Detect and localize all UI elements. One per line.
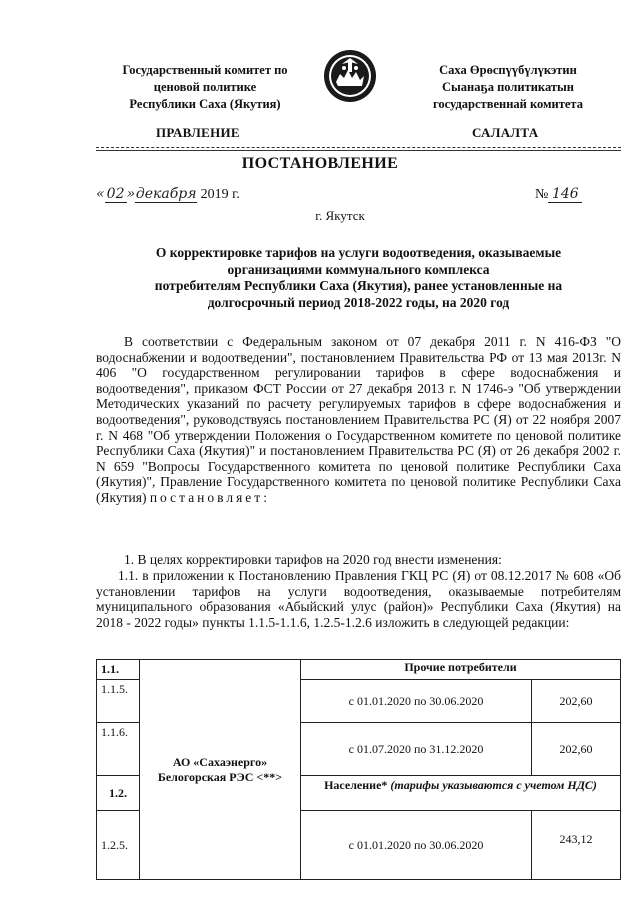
row-number: 1.1.6. — [97, 723, 140, 776]
header-right-line: Саха Өрөспүүбүлүкэтин — [439, 63, 577, 77]
subject-line: потребителям Республики Саха (Якутия), ранее установленные на — [154, 278, 563, 293]
header-right-line: Сыанаҕа политикатын — [442, 80, 574, 94]
department-right: САЛАЛТА — [472, 125, 539, 140]
section-title-note: (тарифы указываются с учетом НДС) — [390, 778, 597, 792]
decree-number — [535, 186, 582, 203]
header-left-org — [100, 62, 310, 113]
section-number: 1.2. — [97, 776, 140, 811]
decree-title: ПОСТАНОВЛЕНИЕ — [241, 155, 399, 172]
tariff-value: 202,60 — [532, 723, 621, 776]
section-title-main: Население* — [324, 778, 388, 792]
resolves-text: постановляет: — [149, 489, 270, 505]
decree-city: г. Якутск — [315, 208, 365, 223]
header-divider-solid — [96, 150, 621, 151]
tariff-value: 243,12 — [532, 811, 621, 880]
item-1-1: 1.1. в приложении к Постановлению Правления ГКЦ РС (Я) от 08.12.2017 № 608 «Об установлении тарифов на услуги водоотведения, оказываемые потребителям муниципального образования «Абыйский улус (район)» Республики Саха (Якутия) на 2018 - 2022 годы» пункты 1.1.5-1.1.6, 1.2.5-1.2.6 изложить в следующей редакции: — [96, 568, 621, 630]
date-month: декабря — [135, 186, 197, 202]
header-left-line: Государственный комитет по — [122, 63, 288, 77]
item-1: 1. В целях корректировки тарифов на 2020 год внести изменения: — [124, 552, 502, 567]
date-open-quote: « — [96, 186, 105, 202]
subject-line: долгосрочный период 2018-2022 годы, на 2020 год — [207, 294, 510, 310]
number-value: 146 — [548, 186, 582, 203]
row-number: 1.1.5. — [97, 680, 140, 723]
section-number: 1.1. — [97, 660, 140, 680]
date-close-quote: » — [126, 186, 136, 202]
header-right-org — [398, 62, 618, 113]
date-day: 02 — [105, 186, 127, 203]
subject-line: О корректировке тарифов на услуги водоотведения, оказываемые — [155, 245, 562, 260]
period-cell: с 01.01.2020 по 30.06.2020 — [301, 680, 532, 723]
header-left-line: Республики Саха (Якутия) — [129, 97, 281, 111]
decree-subject — [96, 245, 621, 311]
header-divider-dashed — [96, 147, 621, 148]
preamble-paragraph — [96, 334, 621, 506]
section-title: Прочие потребители — [301, 660, 621, 680]
section-title — [301, 776, 621, 811]
row-number: 1.2.5. — [97, 811, 140, 880]
coat-of-arms-icon — [322, 48, 378, 104]
tariff-value: 202,60 — [532, 680, 621, 723]
organization-cell: АО «Сахаэнерго» Белогорская РЭС <**> — [140, 660, 301, 880]
table-row — [97, 660, 621, 680]
preamble-text: В соответствии с Федеральным законом от 07 декабря 2011 г. N 416-ФЗ "О водоснабжении и водоотведении", постановлением Правительства РФ от 13 мая 2013г. N 406 "О государственном регулировании тарифов в сфере водоснабжения и водоотведения", приказом ФСТ России от 27 декабря 2013 г. N 1746-э "Об утверждении Методических указаний по расчету регулируемых тарифов в сфере водоснабжения и водоотведения", руководствуясь постановлением Правительства РС (Я) от 22 ноября 2007 г. N 468 "Об утверждении Положения о Государственном комитете по ценовой политике Республики Саха (Якутия)" и постановлением Правительства РС (Я) от 26 декабря 2002 г. N 659 "Вопросы Государственного комитета по ценовой политике Республики Саха (Якутия)", Правление Государственного комитета по ценовой политике Республики Саха (Якутия) — [96, 334, 621, 505]
decree-date — [96, 186, 240, 203]
period-cell: с 01.07.2020 по 31.12.2020 — [301, 723, 532, 776]
tariff-table — [96, 659, 621, 880]
header-right-line: государственнай комитета — [433, 97, 583, 111]
subject-line: организациями коммунального комплекса — [227, 261, 490, 277]
period-cell: с 01.01.2020 по 30.06.2020 — [301, 811, 532, 880]
department-left: ПРАВЛЕНИЕ — [156, 125, 240, 140]
header-left-line: ценовой политике — [153, 80, 257, 94]
date-year: 2019 г. — [200, 187, 240, 202]
number-prefix: № — [535, 187, 549, 202]
